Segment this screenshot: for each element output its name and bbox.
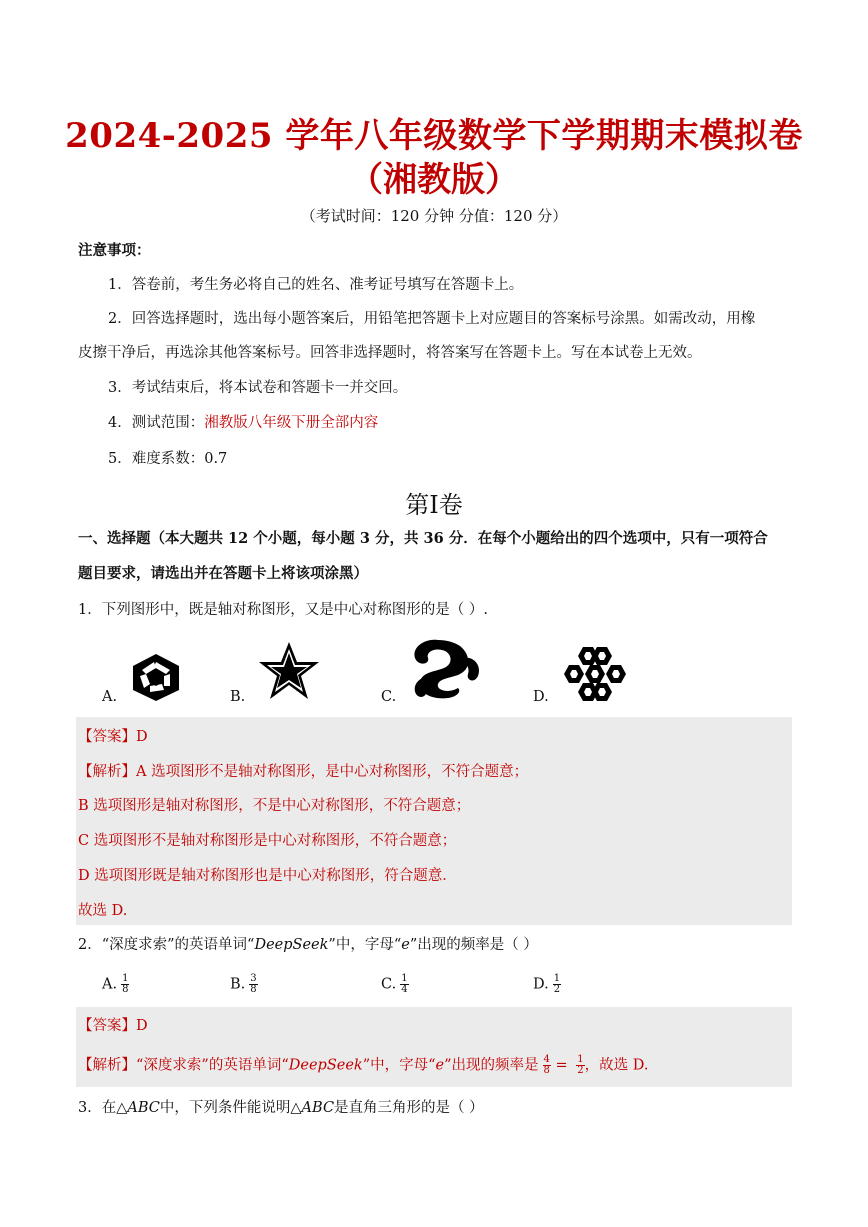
q2-analysis-post1: ”出现的频率是 <box>444 1057 539 1074</box>
q1-answer-value: D <box>136 729 148 745</box>
q2-answer <box>78 1016 148 1036</box>
q1-option-a-label: A. <box>102 689 118 705</box>
exam-meta: （考试时间：120 分钟 分值：120 分） <box>300 207 568 225</box>
q1-analysis-line4: D 选项图形既是轴对称图形也是中心对称图形，符合题意． <box>78 868 457 884</box>
q2-stem-pre: 2．“深度求索”的英语单词“ <box>78 937 255 953</box>
note-2-cont: 皮擦干净后，再选涂其他答案标号。回答非选择题时，将答案写在答题卡上。写在本试卷上无效。 <box>78 345 702 361</box>
q1-option-a-figure <box>128 652 184 706</box>
q2-stem-post: ”出现的频率是（ ） <box>409 937 538 953</box>
notes-heading: 注意事项： <box>78 242 151 259</box>
exam-subtitle: （湘教版） <box>349 160 519 200</box>
note-4-label: 4．测试范围： <box>108 415 205 431</box>
q2-option-b-label: B. <box>230 976 246 993</box>
note-2: 2．回答选择题时，选出每小题答案后，用铅笔把答题卡上对应题目的答案标号涂黑。如需改动，用橡 <box>108 311 756 327</box>
q2-frac-a-num: 4 <box>543 1054 550 1065</box>
note-3: 3．考试结束后，将本试卷和答题卡一并交回。 <box>108 380 408 396</box>
q2-stem-mid: ”中，字母“ <box>328 937 402 953</box>
q2-analysis-label: 【解析】 <box>78 1057 136 1074</box>
q3-stem-mid: 中，下列条件能说明△ <box>159 1100 302 1116</box>
q2-frac-b-num: 1 <box>577 1054 584 1065</box>
q2-answer-label: 【答案】 <box>78 1018 136 1034</box>
q2-analysis <box>78 1055 649 1076</box>
q2-option-b-den: 8 <box>250 984 257 995</box>
q3-abc-b: ABC <box>301 1100 335 1116</box>
q1-option-d-label: D. <box>533 689 549 705</box>
q1-option-c-figure <box>408 636 484 706</box>
q2-option-b-num: 3 <box>250 973 257 984</box>
note-4 <box>108 413 378 433</box>
q2-letter: e <box>401 937 410 953</box>
q1-stem: 1．下列图形中，既是轴对称图形，又是中心对称图形的是（ ）. <box>78 602 488 618</box>
q1-option-b-label: B. <box>230 689 246 705</box>
q2-answer-value: D <box>136 1018 148 1034</box>
q1-analysis-line2: B 选项图形是轴对称图形，不是中心对称图形，不符合题意； <box>78 798 471 814</box>
q2-frac-a-den: 8 <box>543 1065 550 1076</box>
note-1: 1．答卷前，考生务必将自己的姓名、准考证号填写在答题卡上。 <box>108 277 524 293</box>
note-5: 5．难度系数：0.7 <box>108 451 228 467</box>
q2-analysis-post2: ，故选 D. <box>584 1057 649 1074</box>
q2-eq: = <box>550 1057 573 1074</box>
part1-heading-line1: 一、选择题（本大题共 12 个小题，每小题 3 分，共 36 分．在每个小题给出的四个选项中，只有一项符合 <box>78 530 768 547</box>
q2-word: DeepSeek <box>254 937 329 953</box>
note-4-scope: 湘教版八年级下册全部内容 <box>204 415 379 431</box>
q1-option-b-figure <box>256 640 322 706</box>
section-title: 第Ⅰ卷 <box>405 491 463 519</box>
q2-option-b <box>230 974 258 995</box>
q3-stem <box>78 1098 484 1118</box>
part1-heading-line2: 题目要求，请选出并在答题卡上将该项涂黑） <box>78 565 368 582</box>
q1-analysis-line1 <box>78 762 528 782</box>
q2-option-d <box>533 974 561 995</box>
q1-analysis-line5: 故选 D. <box>78 903 128 919</box>
q2-option-c-label: C. <box>381 976 397 993</box>
q1-option-c-label: C. <box>381 689 397 705</box>
q1-option-d-figure <box>560 645 630 707</box>
q2-analysis-pre: “深度求索”的英语单词“ <box>136 1057 289 1074</box>
q3-abc-a: ABC <box>127 1100 160 1116</box>
q3-stem-pre: 3．在△ <box>78 1100 128 1116</box>
q2-frac-b-den: 2 <box>577 1065 584 1076</box>
q1-analysis-line3: C 选项图形不是轴对称图形是中心对称图形，不符合题意； <box>78 833 457 849</box>
q2-option-d-label: D. <box>533 976 549 993</box>
q2-analysis-word: DeepSeek <box>288 1057 363 1074</box>
q1-answer-block <box>76 717 792 925</box>
q2-option-a-label: A. <box>102 976 118 993</box>
q2-option-c-den: 4 <box>401 984 408 995</box>
q1-answer <box>78 727 148 747</box>
q2-option-a-den: 8 <box>122 984 129 995</box>
q2-stem <box>78 935 538 955</box>
q2-option-c <box>381 974 409 995</box>
q1-analysis-text-a: A 选项图形不是轴对称图形，是中心对称图形，不符合题意； <box>136 764 529 780</box>
exam-title: 2024-2025 学年八年级数学下学期期末模拟卷 <box>65 116 803 156</box>
q3-stem-post: 是直角三角形的是（ ） <box>334 1100 484 1116</box>
q2-option-d-den: 2 <box>553 984 561 995</box>
q2-analysis-letter: e <box>435 1057 445 1074</box>
q2-option-a-num: 1 <box>122 973 129 984</box>
q1-answer-label: 【答案】 <box>78 729 136 745</box>
q2-option-c-num: 1 <box>401 973 408 984</box>
q1-analysis-label: 【解析】 <box>78 764 136 780</box>
q2-option-a <box>102 974 129 995</box>
q2-option-d-num: 1 <box>553 973 561 984</box>
q2-analysis-mid: ”中，字母“ <box>362 1057 436 1074</box>
